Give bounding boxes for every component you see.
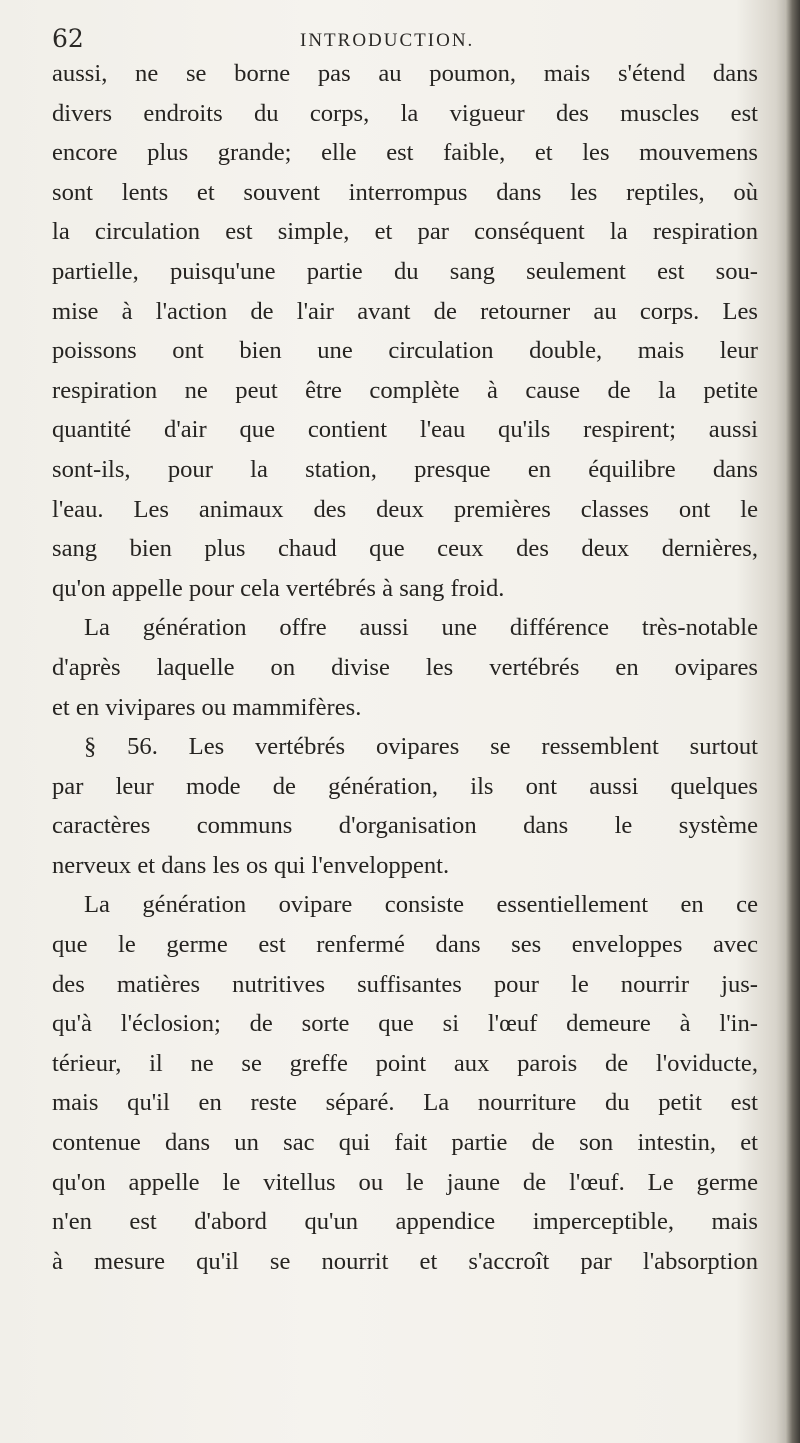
text-line: que le germe est renfermé dans ses enveloppes avec: [52, 931, 758, 959]
text-line: par leur mode de génération, ils ont aussi quelques: [52, 772, 758, 800]
text-line: sang bien plus chaud que ceux des deux dernières,: [52, 535, 758, 563]
text-line: l'eau. Les animaux des deux premières classes ont le: [52, 495, 758, 523]
text-line: quantité d'air que contient l'eau qu'ils respirent; aussi: [52, 416, 758, 444]
book-gutter-edge: [786, 0, 800, 1443]
text-line: contenue dans un sac qui fait partie de son intestin, et: [52, 1129, 758, 1157]
text-line: térieur, il ne se greffe point aux parois de l'oviducte,: [52, 1049, 758, 1077]
text-line: qu'on appelle le vitellus ou le jaune de l'œuf. Le germe: [52, 1168, 758, 1196]
running-head: INTRODUCTION.: [300, 30, 475, 51]
text-line: n'en est d'abord qu'un appendice imperceptible, mais: [52, 1208, 758, 1236]
text-line: et en vivipares ou mammifères.: [52, 693, 362, 721]
text-line: La génération ovipare consiste essentiellement en ce: [84, 891, 758, 919]
text-line: divers endroits du corps, la vigueur des muscles est: [52, 99, 758, 127]
text-line: la circulation est simple, et par conséquent la respiration: [52, 218, 758, 246]
text-line: aussi, ne se borne pas au poumon, mais s'étend dans: [52, 60, 758, 87]
text-line: mise à l'action de l'air avant de retourner au corps. Les: [52, 297, 758, 325]
text-line: respiration ne peut être complète à cause de la petite: [52, 376, 758, 404]
text-line: encore plus grande; elle est faible, et les mouvemens: [52, 139, 758, 167]
text-line: sont-ils, pour la station, presque en équilibre dans: [52, 455, 758, 483]
text-line: La génération offre aussi une différence très-notable: [84, 614, 758, 642]
body-text: [52, 54, 758, 1281]
page-number: 62: [52, 24, 84, 53]
text-line: sont lents et souvent interrompus dans les reptiles, où: [52, 178, 758, 206]
text-line: mais qu'il en reste séparé. La nourriture du petit est: [52, 1089, 758, 1117]
text-line: des matières nutritives suffisantes pour le nourrir jus-: [52, 970, 758, 998]
text-line: qu'à l'éclosion; de sorte que si l'œuf demeure à l'in-: [52, 1010, 758, 1038]
text-line: caractères communs d'organisation dans le système: [52, 812, 758, 840]
text-line: d'après laquelle on divise les vertébrés en ovipares: [52, 653, 758, 681]
text-line: qu'on appelle pour cela vertébrés à sang froid.: [52, 574, 505, 602]
text-line: poissons ont bien une circulation double, mais leur: [52, 337, 758, 365]
text-line: nerveux et dans les os qui l'enveloppent.: [52, 851, 450, 879]
page-header: [52, 20, 752, 56]
text-line: partielle, puisqu'une partie du sang seulement est sou-: [52, 257, 758, 285]
text-line: à mesure qu'il se nourrit et s'accroît par l'absorption: [52, 1247, 758, 1275]
text-line: § 56. Les vertébrés ovipares se ressemblent surtout: [84, 733, 758, 761]
